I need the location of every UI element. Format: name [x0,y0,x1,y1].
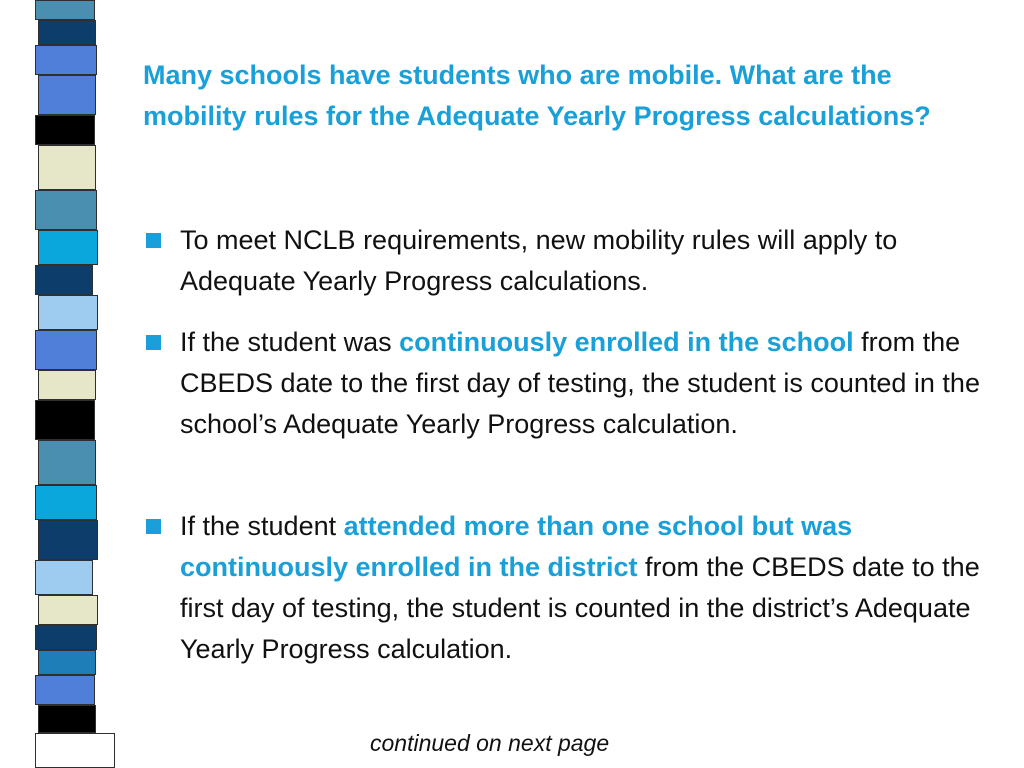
stripe-block [35,115,95,145]
bullet-marker-2 [146,335,161,350]
bullet-3-text-b: from the CBEDS date to the first day of testing, the student is counted in the district’s Adequate Yearly Progress calculation. [180,552,980,664]
stripe-block [38,295,98,330]
bullet-2-text-b: from the CBEDS date to the first day of testing, the student is counted in the school’s Adequate Yearly Progress calculation. [180,327,980,439]
stripe-block [38,650,96,675]
stripe-block [35,265,93,295]
bullet-marker-3 [146,519,161,534]
stripe-block [35,485,97,520]
stripe-block [38,370,96,400]
decorative-side-stripe [0,0,118,768]
stripe-block [35,45,97,75]
bullet-marker-1 [146,233,161,248]
bullet-item-1 [180,220,980,302]
bullet-3-emphasis: attended more than one school but was continuously enrolled in the district [180,511,853,582]
stripe-block [35,330,97,370]
slide-title: Many schools have students who are mobile. What are the mobility rules for the Adequate Yearly Progress calculations? [143,60,931,131]
stripe-block [35,625,97,650]
stripe-block [38,705,96,733]
continued-note: continued on next page [370,730,610,756]
stripe-block [35,733,115,768]
bullet-2-text-a: If the student was [180,327,400,357]
bullet-item-2 [180,322,980,445]
stripe-block [38,75,96,115]
stripe-block [38,230,98,265]
stripe-block [38,520,98,560]
stripe-block [38,145,96,190]
stripe-block [35,190,97,230]
stripe-block [35,675,95,705]
bullet-3-text-a: If the student [180,511,344,541]
bullet-2-emphasis: continuously enrolled in the school [399,327,854,357]
stripe-block [35,0,95,20]
stripe-block [35,400,95,440]
bullet-item-3 [180,506,980,670]
stripe-block [38,20,96,45]
stripe-block [38,595,98,625]
stripe-block [35,560,93,595]
stripe-block [38,440,96,485]
bullet-1-text: To meet NCLB requirements, new mobility rules will apply to Adequate Yearly Progress calculations. [180,225,898,296]
